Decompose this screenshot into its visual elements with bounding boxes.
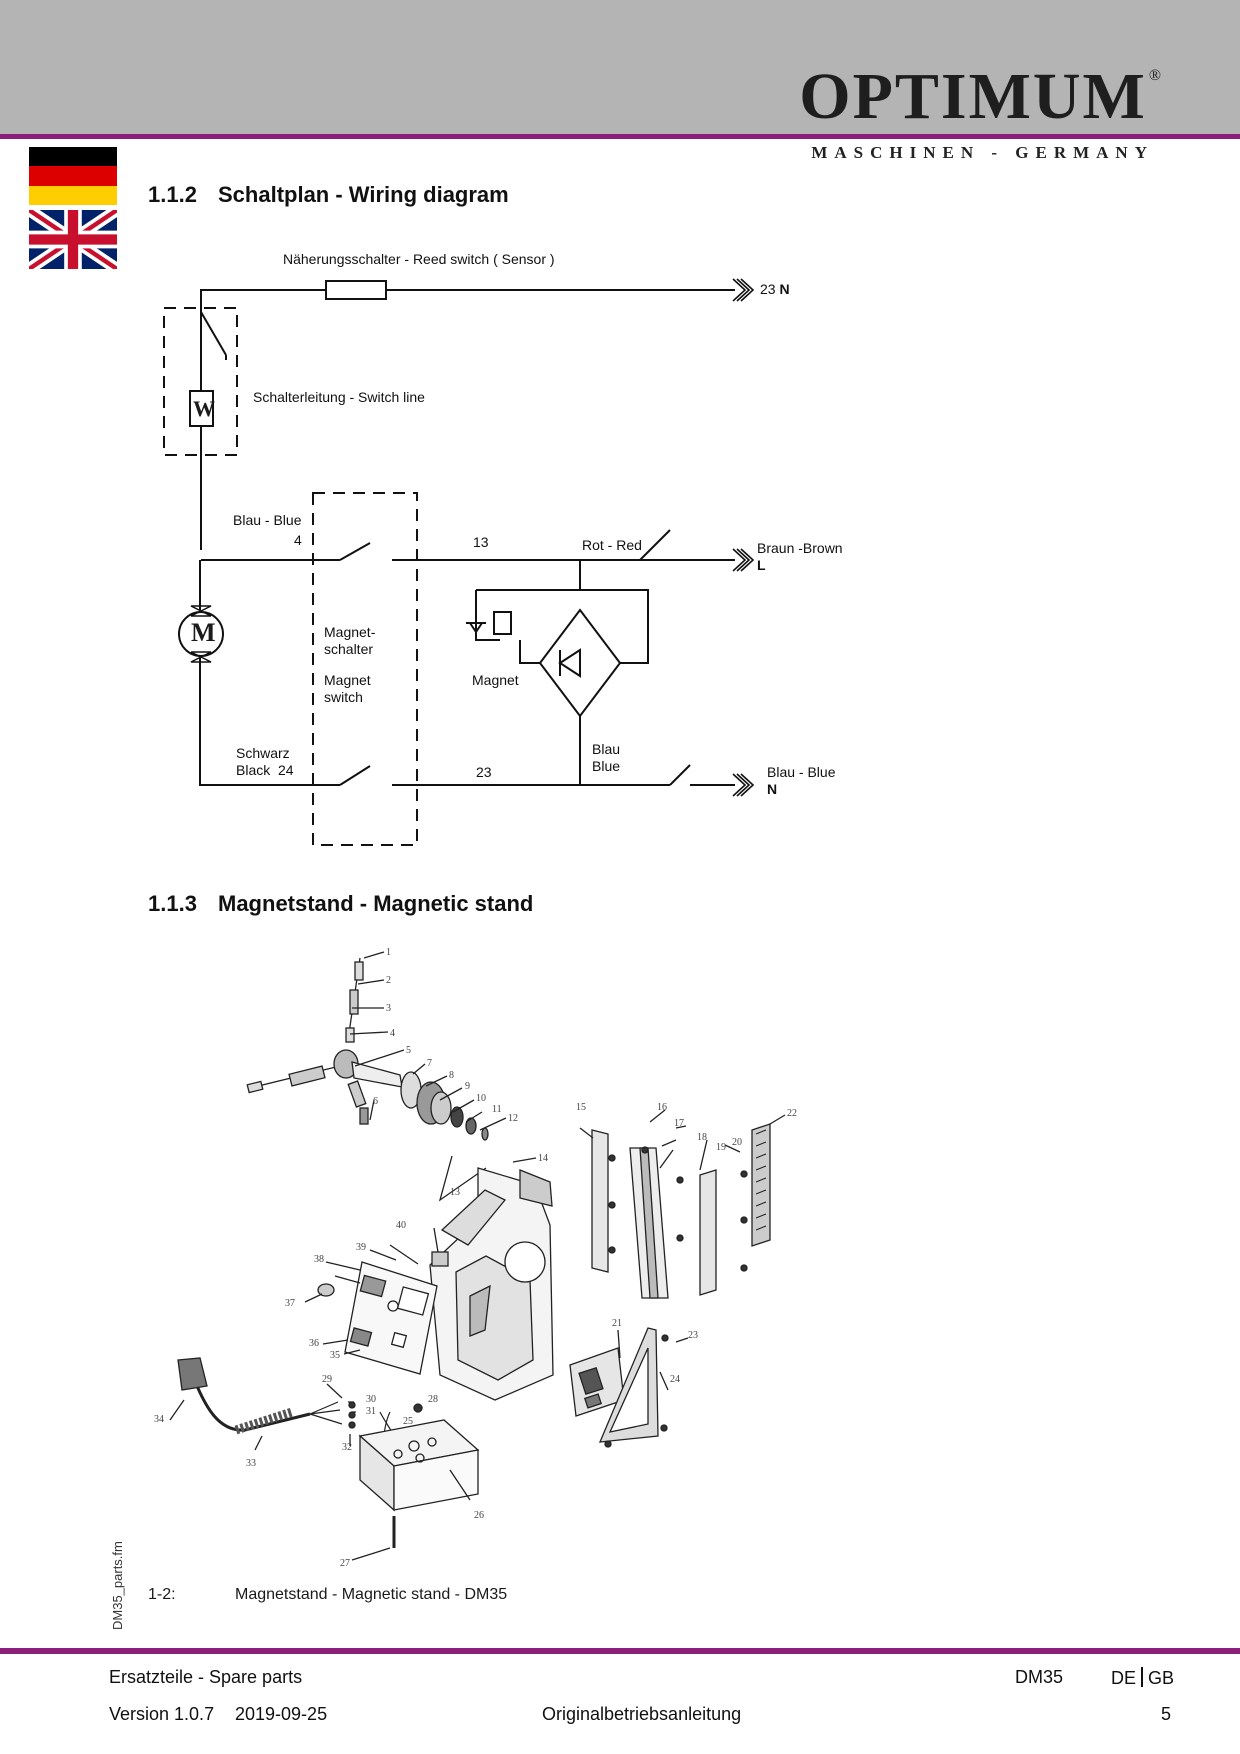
part-label: 18 [697,1132,707,1143]
motor-symbol: M [191,618,216,647]
part-label: 20 [732,1137,742,1148]
part-label: 6 [373,1096,378,1107]
part-label: 40 [396,1220,406,1231]
part-label: 24 [670,1374,680,1385]
part-label: 17 [674,1118,684,1129]
footer-accent-line [0,1648,1240,1654]
w-symbol: W [193,396,215,421]
part-label: 30 [366,1394,376,1405]
label-blau-blue-mid: Blau Blue [592,741,621,774]
footer-model: DM35 [1015,1667,1064,1687]
part-label: 9 [465,1081,470,1092]
label-terminal-13: 13 [473,534,489,550]
section-heading-wiring: 1.1.2 Schaltplan - Wiring diagram [148,182,509,207]
part-label: 15 [576,1102,586,1113]
part-label: 2 [386,975,391,986]
brand-tagline: MASCHINEN - GERMANY [811,143,1154,162]
part-label: 8 [449,1070,454,1081]
label-magnet-switch: Magnet switch [324,672,371,705]
part-label: 10 [476,1093,486,1104]
footer-date: 2019-09-25 [235,1704,328,1724]
label-magnetschalter: Magnet- schalter [324,624,376,657]
label-rot-red: Rot - Red [582,537,642,553]
part-label: 4 [390,1028,395,1039]
part-label: 11 [492,1104,502,1115]
part-label: 19 [716,1142,726,1153]
label-blau-blue-right: Blau - Blue N [767,764,836,797]
part-label: 7 [427,1058,432,1069]
part-label: 26 [474,1510,484,1521]
part-label: 21 [612,1318,622,1329]
footer-page-number: 5 [1161,1704,1172,1724]
part-label: 5 [406,1045,411,1056]
part-label: 32 [342,1442,352,1453]
label-switch-line: Schalterleitung - Switch line [253,389,425,405]
part-label: 31 [366,1406,376,1417]
footer-title: Ersatzteile - Spare parts [109,1667,303,1687]
part-label: 28 [428,1394,438,1405]
part-label: 12 [508,1113,518,1124]
part-label: 16 [657,1102,667,1113]
part-label: 13 [450,1187,460,1198]
footer-lang: DE GB [1111,1668,1175,1688]
label-terminal-23-n: 23 N [760,281,790,297]
footer-center: Originalbetriebsanleitung [542,1704,742,1724]
part-label: 1 [386,947,391,958]
part-label: 36 [309,1338,319,1349]
part-label: 3 [386,1003,391,1014]
part-label: 22 [787,1108,797,1119]
part-label: 37 [285,1298,295,1309]
label-braun-brown: Braun -Brown L [757,540,843,573]
part-label: 38 [314,1254,324,1265]
label-terminal-23: 23 [476,764,492,780]
figure-number: 1-2: [148,1586,176,1603]
footer-version: Version 1.0.7 [109,1704,215,1724]
label-schwarz-black: Schwarz Black 24 [236,745,294,778]
label-magnet: Magnet [472,672,519,688]
part-label: 29 [322,1374,332,1385]
label-blau-blue-left: Blau - Blue [233,512,302,528]
section-heading-stand: 1.1.3 Magnetstand - Magnetic stand [148,891,534,916]
part-label: 14 [538,1153,548,1164]
brand-logo: OPTIMUM ® [799,60,1163,133]
label-reed-switch: Näherungsschalter - Reed switch ( Sensor ) [283,251,555,267]
part-label: 23 [688,1330,698,1341]
part-label: 35 [330,1350,340,1361]
part-label: 33 [246,1458,256,1469]
part-label: 25 [403,1416,413,1427]
label-terminal-4: 4 [294,532,302,548]
part-label: 27 [340,1558,350,1569]
part-label: 34 [154,1414,164,1425]
part-label: 39 [356,1242,366,1253]
figure-caption: Magnetstand - Magnetic stand - DM35 [235,1586,508,1603]
sidebar-filename: DM35_parts.fm [110,1541,125,1630]
